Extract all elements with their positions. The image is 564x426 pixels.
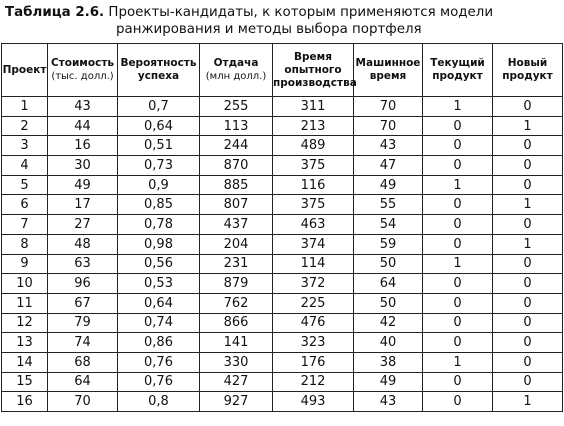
table-cell: 67 bbox=[48, 293, 118, 313]
table-cell: 43 bbox=[48, 97, 118, 117]
table-cell: 0 bbox=[423, 195, 493, 215]
table-row bbox=[2, 333, 563, 353]
table-row bbox=[2, 175, 563, 195]
table-cell: 762 bbox=[200, 293, 273, 313]
table-cell: 0 bbox=[493, 156, 563, 176]
table-cell: 0 bbox=[423, 274, 493, 294]
table-cell: 374 bbox=[273, 234, 354, 254]
table-cell: 14 bbox=[2, 352, 48, 372]
table-cell: 0 bbox=[493, 254, 563, 274]
table-row bbox=[2, 97, 563, 117]
table-cell: 1 bbox=[423, 97, 493, 117]
table-cell: 437 bbox=[200, 215, 273, 235]
table-cell: 0 bbox=[423, 136, 493, 156]
caption-label: Таблица 2.6. bbox=[5, 5, 105, 20]
table-cell: 6 bbox=[2, 195, 48, 215]
table-cell: 50 bbox=[354, 254, 423, 274]
table-cell: 70 bbox=[48, 392, 118, 412]
table-cell: 1 bbox=[493, 116, 563, 136]
table-cell: 11 bbox=[2, 293, 48, 313]
table-cell: 113 bbox=[200, 116, 273, 136]
table-cell: 47 bbox=[354, 156, 423, 176]
table-cell: 63 bbox=[48, 254, 118, 274]
table-row bbox=[2, 254, 563, 274]
table-cell: 0,73 bbox=[118, 156, 200, 176]
table-cell: 0 bbox=[493, 136, 563, 156]
header-cell: Отдача (млн долл.) bbox=[200, 44, 273, 97]
table-cell: 0 bbox=[493, 313, 563, 333]
table-header-row bbox=[2, 44, 563, 97]
table-row bbox=[2, 215, 563, 235]
table-cell: 16 bbox=[48, 136, 118, 156]
table-cell: 48 bbox=[48, 234, 118, 254]
table-cell: 807 bbox=[200, 195, 273, 215]
table-cell: 0 bbox=[423, 313, 493, 333]
table-cell: 96 bbox=[48, 274, 118, 294]
table-cell: 489 bbox=[273, 136, 354, 156]
table-cell: 0 bbox=[493, 352, 563, 372]
table-cell: 40 bbox=[354, 333, 423, 353]
table-cell: 0,74 bbox=[118, 313, 200, 333]
table-cell: 1 bbox=[493, 195, 563, 215]
table-row bbox=[2, 372, 563, 392]
table-cell: 16 bbox=[2, 392, 48, 412]
table-cell: 0,7 bbox=[118, 97, 200, 117]
table-cell: 5 bbox=[2, 175, 48, 195]
table-cell: 0,8 bbox=[118, 392, 200, 412]
table-cell: 204 bbox=[200, 234, 273, 254]
table-cell: 59 bbox=[354, 234, 423, 254]
table-cell: 0,64 bbox=[118, 293, 200, 313]
table-cell: 17 bbox=[48, 195, 118, 215]
table-cell: 0 bbox=[423, 234, 493, 254]
table-cell: 0,76 bbox=[118, 372, 200, 392]
table-cell: 44 bbox=[48, 116, 118, 136]
table-cell: 463 bbox=[273, 215, 354, 235]
caption-text-line1: Проекты-кандидаты, к которым применяются модели bbox=[108, 5, 494, 20]
table-cell: 42 bbox=[354, 313, 423, 333]
table-caption bbox=[5, 4, 560, 38]
table-cell: 212 bbox=[273, 372, 354, 392]
table-cell: 0 bbox=[423, 333, 493, 353]
table-cell: 64 bbox=[354, 274, 423, 294]
table-cell: 114 bbox=[273, 254, 354, 274]
table-row bbox=[2, 136, 563, 156]
table-row bbox=[2, 313, 563, 333]
table-cell: 0 bbox=[493, 293, 563, 313]
header-cell: Текущий продукт bbox=[423, 44, 493, 97]
table-cell: 0 bbox=[493, 97, 563, 117]
table-cell: 476 bbox=[273, 313, 354, 333]
table-cell: 323 bbox=[273, 333, 354, 353]
table-cell: 70 bbox=[354, 97, 423, 117]
table-cell: 0 bbox=[423, 156, 493, 176]
table-row bbox=[2, 195, 563, 215]
table-cell: 375 bbox=[273, 156, 354, 176]
header-cell: Машинное время bbox=[354, 44, 423, 97]
header-cell: Вероятность успеха bbox=[118, 44, 200, 97]
table-row bbox=[2, 392, 563, 412]
projects-table bbox=[1, 43, 563, 412]
table-cell: 43 bbox=[354, 136, 423, 156]
table-cell: 68 bbox=[48, 352, 118, 372]
table-cell: 927 bbox=[200, 392, 273, 412]
table-cell: 372 bbox=[273, 274, 354, 294]
header-cell: Проект bbox=[2, 44, 48, 97]
table-cell: 38 bbox=[354, 352, 423, 372]
table-cell: 0,85 bbox=[118, 195, 200, 215]
table-cell: 225 bbox=[273, 293, 354, 313]
table-cell: 74 bbox=[48, 333, 118, 353]
table-cell: 1 bbox=[423, 175, 493, 195]
table-cell: 0 bbox=[423, 372, 493, 392]
table-cell: 54 bbox=[354, 215, 423, 235]
table-cell: 0 bbox=[493, 372, 563, 392]
table-cell: 885 bbox=[200, 175, 273, 195]
table-cell: 27 bbox=[48, 215, 118, 235]
table-cell: 0,51 bbox=[118, 136, 200, 156]
table-cell: 49 bbox=[354, 175, 423, 195]
table-cell: 2 bbox=[2, 116, 48, 136]
table-cell: 1 bbox=[2, 97, 48, 117]
table-cell: 64 bbox=[48, 372, 118, 392]
table-cell: 879 bbox=[200, 274, 273, 294]
table-cell: 50 bbox=[354, 293, 423, 313]
table-row bbox=[2, 156, 563, 176]
table-cell: 9 bbox=[2, 254, 48, 274]
table-cell: 213 bbox=[273, 116, 354, 136]
table-cell: 0,86 bbox=[118, 333, 200, 353]
table-cell: 866 bbox=[200, 313, 273, 333]
table-row bbox=[2, 274, 563, 294]
table-cell: 13 bbox=[2, 333, 48, 353]
table-cell: 3 bbox=[2, 136, 48, 156]
table-cell: 1 bbox=[493, 392, 563, 412]
table-cell: 0 bbox=[493, 175, 563, 195]
table-row bbox=[2, 293, 563, 313]
table-cell: 1 bbox=[493, 234, 563, 254]
table-cell: 0 bbox=[423, 392, 493, 412]
table-cell: 375 bbox=[273, 195, 354, 215]
table-cell: 43 bbox=[354, 392, 423, 412]
table-cell: 15 bbox=[2, 372, 48, 392]
table-cell: 4 bbox=[2, 156, 48, 176]
table-cell: 30 bbox=[48, 156, 118, 176]
table-cell: 427 bbox=[200, 372, 273, 392]
table-cell: 0,98 bbox=[118, 234, 200, 254]
table-cell: 0 bbox=[423, 116, 493, 136]
table-cell: 1 bbox=[423, 254, 493, 274]
table-cell: 8 bbox=[2, 234, 48, 254]
table-cell: 493 bbox=[273, 392, 354, 412]
table-cell: 244 bbox=[200, 136, 273, 156]
table-cell: 70 bbox=[354, 116, 423, 136]
table-cell: 49 bbox=[354, 372, 423, 392]
table-cell: 55 bbox=[354, 195, 423, 215]
table-cell: 330 bbox=[200, 352, 273, 372]
table-cell: 0,53 bbox=[118, 274, 200, 294]
table-row bbox=[2, 116, 563, 136]
header-cell: Стоимость (тыс. долл.) bbox=[48, 44, 118, 97]
table-cell: 12 bbox=[2, 313, 48, 333]
table-cell: 0,64 bbox=[118, 116, 200, 136]
table-cell: 0 bbox=[423, 293, 493, 313]
table-cell: 116 bbox=[273, 175, 354, 195]
table-cell: 0 bbox=[493, 274, 563, 294]
table-cell: 0 bbox=[493, 333, 563, 353]
table-cell: 0,76 bbox=[118, 352, 200, 372]
table-cell: 141 bbox=[200, 333, 273, 353]
table-cell: 176 bbox=[273, 352, 354, 372]
table-cell: 0,78 bbox=[118, 215, 200, 235]
table-row bbox=[2, 234, 563, 254]
table-cell: 0,56 bbox=[118, 254, 200, 274]
caption-text-line2: ранжирования и методы выбора портфеля bbox=[116, 22, 422, 37]
table-cell: 1 bbox=[423, 352, 493, 372]
table-cell: 0 bbox=[423, 215, 493, 235]
table-cell: 311 bbox=[273, 97, 354, 117]
table-cell: 231 bbox=[200, 254, 273, 274]
table-cell: 0,9 bbox=[118, 175, 200, 195]
table-row bbox=[2, 352, 563, 372]
table-cell: 79 bbox=[48, 313, 118, 333]
table-cell: 255 bbox=[200, 97, 273, 117]
header-cell: Время опытного производства bbox=[273, 44, 354, 97]
table-cell: 870 bbox=[200, 156, 273, 176]
table-body bbox=[2, 97, 563, 412]
table-cell: 10 bbox=[2, 274, 48, 294]
table-cell: 49 bbox=[48, 175, 118, 195]
header-cell: Новый продукт bbox=[493, 44, 563, 97]
table-cell: 0 bbox=[493, 215, 563, 235]
table-cell: 7 bbox=[2, 215, 48, 235]
